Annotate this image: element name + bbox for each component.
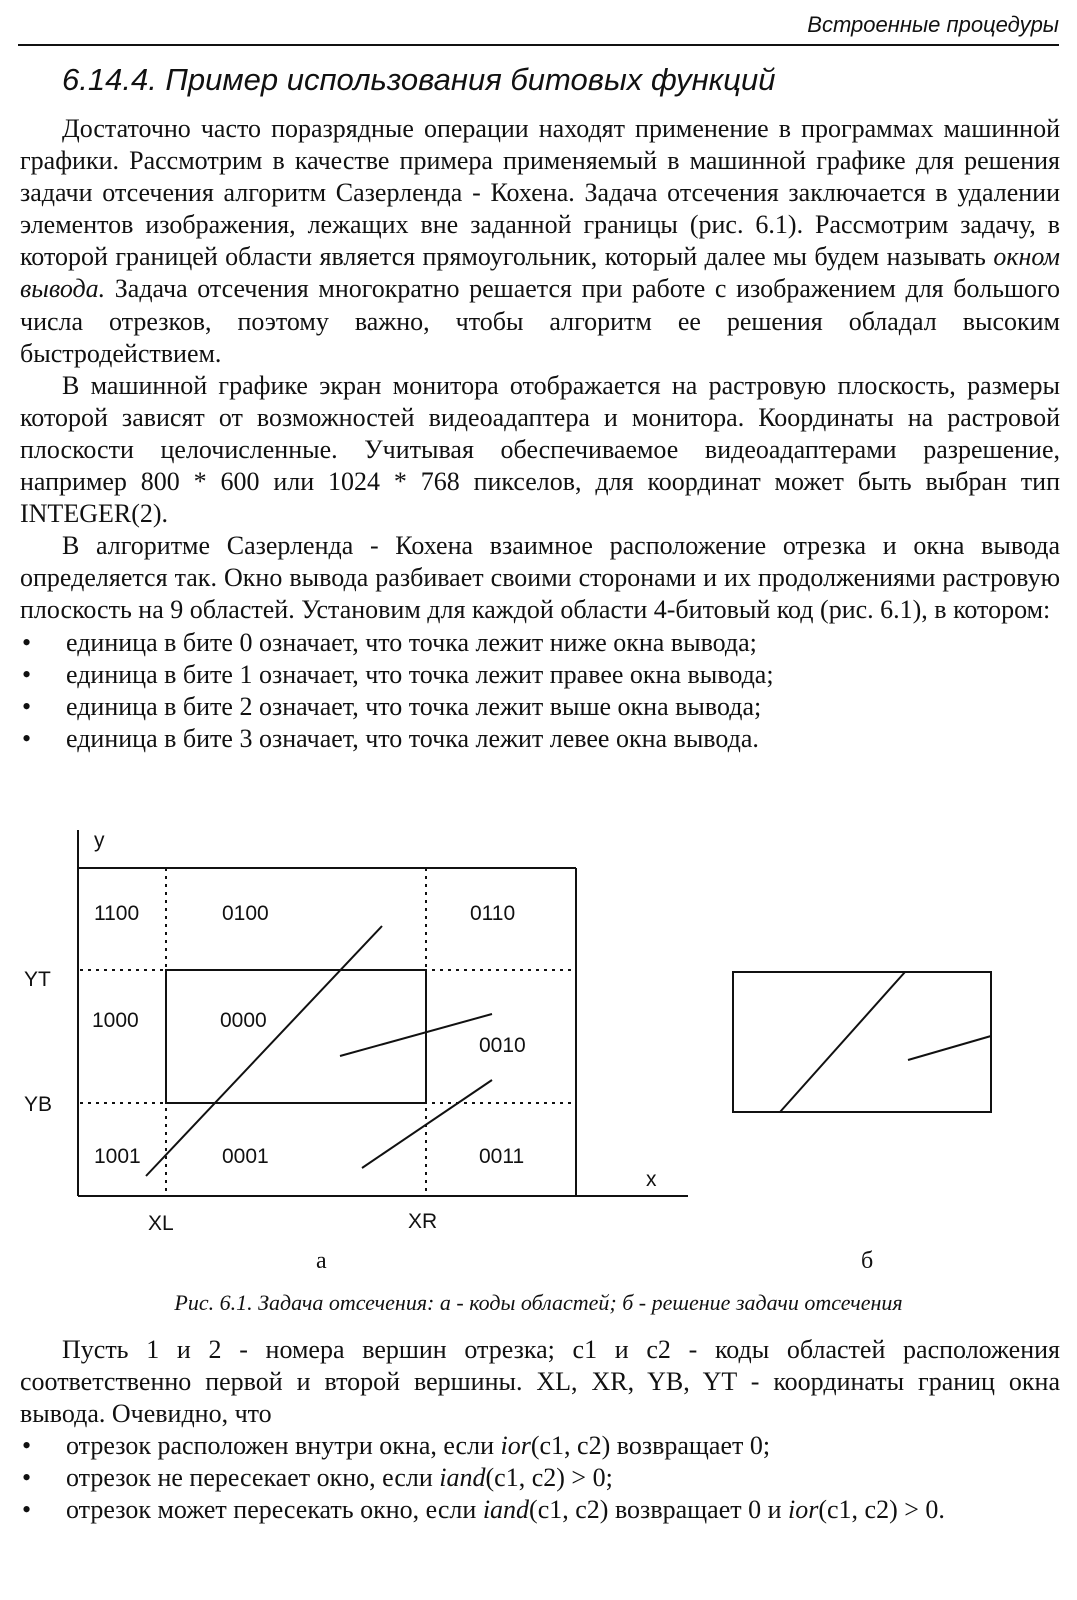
list-item-text: единица в бите 0 означает, что точка лежит ниже окна вывода;: [66, 627, 757, 657]
region-code-top-center: 0100: [222, 902, 269, 925]
bullet: •: [22, 691, 32, 721]
list-item-text: (c1, c2) возвращает 0;: [530, 1431, 771, 1461]
list-item-text: отрезок не пересекает окно, если: [66, 1463, 440, 1493]
axis-y-label: y: [94, 829, 105, 852]
list-item-text: единица в бите 1 означает, что точка лежит правее окна вывода;: [66, 659, 774, 689]
paragraph-1-part-a: Достаточно часто поразрядные операции находят применение в программах машинной графики. Рассмотрим в качестве примера применяемый в машинной графике для решения задачи отсечения алгоритм Сазерленда - Кохена. Задача отсечения заключается в удалении элементов изображения, лежащих вне заданной границы (рис. 6.1). Рассмотрим задачу, в которой границей области является прямоугольник, который далее мы будем называть: [20, 114, 1060, 272]
clipped-window: [733, 972, 991, 1112]
region-code-mid-right: 0010: [479, 1034, 526, 1057]
paragraph-1-part-b: Задача отсечения многократно решается при работе с изображением для большого числа отрезков, поэтому важно, чтобы алгоритм ее решения обладал высоким быстродействием.: [20, 274, 1060, 368]
bullet: •: [22, 659, 32, 689]
list-item: [20, 1430, 1060, 1462]
list-item-text: отрезок расположен внутри окна, если: [66, 1431, 501, 1461]
yt-label: YT: [24, 968, 51, 991]
subfigure-label-a: а: [316, 1248, 327, 1274]
segment-diagonal: [146, 926, 382, 1176]
paragraph-3: В алгоритме Сазерленда - Кохена взаимное расположение отрезка и окна вывода определяется так. Окно вывода разбивает своими сторонами и их продолжениями растровую плоскость на 9 областей. Установим для каждой области 4-битовый код (рис. 6.1), в котором:: [20, 531, 1060, 625]
bullet: •: [22, 1431, 32, 1461]
function-name: ior: [788, 1495, 819, 1525]
axis-x-label: x: [646, 1168, 657, 1191]
list-item-text: единица в бите 3 означает, что точка лежит левее окна вывода.: [66, 723, 759, 753]
list-item-text: (c1, c2) > 0;: [485, 1463, 613, 1493]
function-name: ior: [500, 1431, 531, 1461]
function-name: iand: [482, 1495, 530, 1525]
paragraph-1: [20, 113, 1060, 370]
list-item: [20, 723, 1060, 755]
region-code-mid-center: 0000: [220, 1009, 267, 1032]
output-window: [166, 970, 426, 1103]
header-rule: [18, 44, 1059, 46]
list-item: [20, 1494, 1060, 1526]
section-title: 6.14.4. Пример использования битовых функций: [62, 62, 776, 97]
region-code-bot-left: 1001: [94, 1145, 141, 1168]
bullet: •: [22, 1463, 32, 1493]
running-head: Встроенные процедуры: [807, 12, 1059, 37]
term-output-window: окном вывода.: [20, 242, 1060, 304]
paragraph-4: Пусть 1 и 2 - номера вершин отрезка; c1 и c2 - коды областей расположения соответственно первой и второй вершины. XL, XR, YB, YT - координаты границ окна вывода. Очевидно, что: [20, 1335, 1060, 1429]
list-item-text: единица в бите 2 означает, что точка лежит выше окна вывода;: [66, 691, 762, 721]
list-item: [20, 659, 1060, 691]
xr-label: XR: [408, 1210, 438, 1233]
subfigure-label-b: б: [861, 1248, 874, 1274]
region-code-mid-left: 1000: [92, 1009, 139, 1032]
result-condition-list: [20, 1430, 1060, 1526]
region-code-top-left: 1100: [94, 902, 140, 925]
body-text-bottom: [20, 1334, 1060, 1527]
bit-meaning-list: [20, 627, 1060, 755]
list-item: [20, 1462, 1060, 1494]
yb-label: YB: [24, 1093, 53, 1116]
list-item-text: (c1, c2) > 0.: [818, 1495, 945, 1525]
list-item-text: (c1, c2) возвращает 0 и: [529, 1495, 789, 1525]
list-item: [20, 627, 1060, 659]
bullet: •: [22, 627, 32, 657]
clipped-segment-short: [908, 1036, 991, 1060]
figure-6-1: [0, 820, 1077, 1270]
function-name: iand: [439, 1463, 486, 1493]
xl-label: XL: [148, 1212, 174, 1235]
paragraph-2: В машинной графике экран монитора отображается на растровую плоскость, размеры которой зависят от возможностей видеоадаптера и монитора. Координаты на растровой плоскости целочисленные. Учитывая обеспечиваемое видеоадаптерами разрешение, например 800 * 600 или 1024 * 768 пикселов, для координат может быть выбран тип INTEGER(2).: [20, 370, 1060, 529]
region-code-top-right: 0110: [470, 902, 516, 925]
figure-caption: Рис. 6.1. Задача отсечения: а - коды областей; б - решение задачи отсечения: [174, 1290, 903, 1315]
bullet: •: [22, 723, 32, 753]
region-code-bot-center: 0001: [222, 1145, 269, 1168]
clipping-diagram: [0, 820, 1077, 1270]
list-item: [20, 691, 1060, 723]
bullet: •: [22, 1495, 32, 1525]
region-code-bot-right: 0011: [479, 1145, 525, 1168]
segment-short: [340, 1014, 492, 1056]
clipped-segment-diagonal: [780, 972, 905, 1112]
list-item-text: отрезок может пересекать окно, если: [66, 1495, 483, 1525]
body-text-top: [20, 113, 1060, 755]
